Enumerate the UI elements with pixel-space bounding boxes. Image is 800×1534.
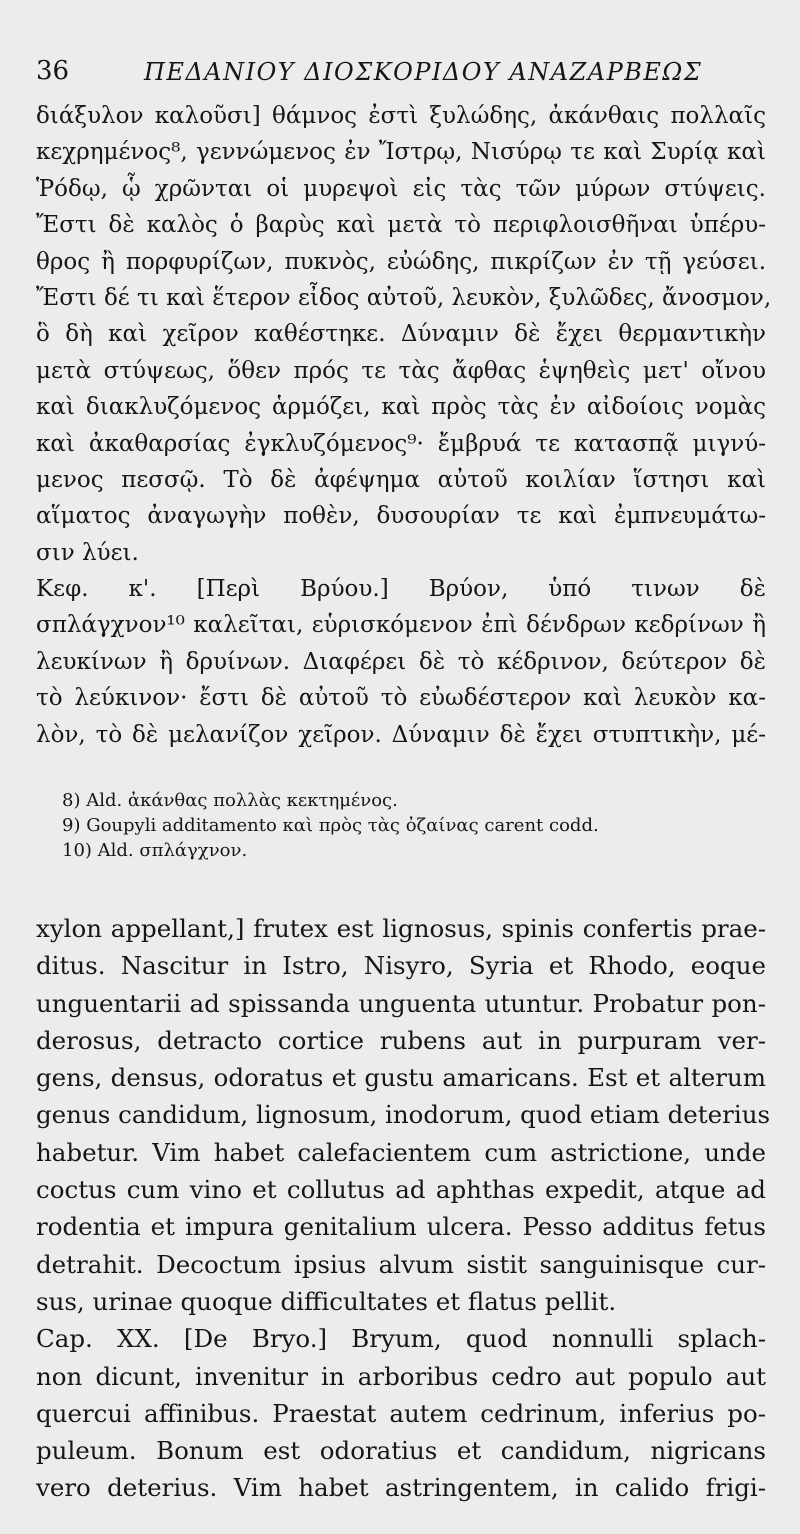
latin-line: derosus, detracto cortice rubens aut in purpuram ver- (36, 1025, 766, 1055)
latin-line: gens, densus, odoratus et gustu amaricans. Est et alterum (36, 1063, 766, 1093)
latin-line: non dicunt, invenitur in arboribus cedro aut populo aut (36, 1361, 766, 1391)
greek-line: αἵματος ἀναγωγὴν ποθὲν, δυσουρίαν τε καὶ ἐμπνευμάτω- (36, 503, 766, 530)
greek-line: Ῥόδῳ, ᾧ χρῶνται οἱ μυρεψοὶ εἰς τὰς τῶν μύρων στύψεις. (36, 175, 766, 202)
greek-line: μενος πεσσῷ. Τὸ δὲ ἀφέψημα αὐτοῦ κοιλίαν ἵστησι καὶ (36, 466, 766, 493)
footnote: 10) Ald. σπλάγχνον. (62, 840, 248, 861)
latin-text-block (36, 910, 771, 1507)
greek-line: μετὰ στύψεως, ὅθεν πρός τε τὰς ἄφθας ἑψηθεὶς μετ' οἴνου (36, 357, 766, 384)
greek-line: τὸ λεύκινον· ἔστι δὲ αὐτοῦ τὸ εὐωδέστερον καὶ λευκὸν κα- (36, 685, 766, 712)
greek-line: Ἔστι δὲ καλὸς ὁ βαρὺς καὶ μετὰ τὸ περιφλοισθῆναι ὑπέρυ- (36, 212, 766, 239)
greek-line: Ἔστι δέ τι καὶ ἕτερον εἶδος αὐτοῦ, λευκὸν, ξυλῶδες, ἄνοσμον, (36, 284, 772, 311)
greek-line: διάξυλον καλοῦσι] θάμνος ἐστὶ ξυλώδης, ἀκάνθαις πολλαῖς (36, 103, 766, 129)
page-header (36, 50, 760, 94)
greek-line: Κεφ. κ'. [Περὶ Βρύου.] Βρύον, ὑπό τινων δὲ (36, 576, 766, 603)
latin-line: puleum. Bonum est odoratius et candidum, nigricans (36, 1436, 766, 1466)
page-number: 36 (36, 56, 70, 86)
footnote: 9) Goupyli additamento καὶ πρὸς τὰς ὀζαίνας carent codd. (62, 815, 599, 836)
latin-line: quercui affinibus. Praestat autem cedrinum, inferius po- (36, 1398, 766, 1428)
running-head: ΠΕΔΑΝΙΟΥ ΔΙΟΣΚΟΡΙΔΟΥ ΑΝΑΖΑΡΒΕΩΣ (144, 58, 703, 86)
latin-line: detrahit. Decoctum ipsius alvum sistit sanguinisque cur- (36, 1249, 766, 1279)
greek-line: κεχρημένος⁸, γεννώμενος ἐν Ἴστρῳ, Νισύρῳ τε καὶ Συρίᾳ καὶ (36, 139, 766, 166)
greek-line: λευκίνων ἢ δρυίνων. Διαφέρει δὲ τὸ κέδρινον, δεύτερον δὲ (36, 648, 766, 675)
footnotes (62, 788, 762, 863)
greek-line: σπλάγχνον¹⁰ καλεῖται, εὑρισκόμενον ἐπὶ δένδρων κεδρίνων ἢ (36, 612, 766, 639)
latin-line: sus, urinae quoque difficultates et flatus pellit. (36, 1286, 617, 1316)
latin-line: Cap. XX. [De Bryo.] Bryum, quod nonnulli splach- (36, 1324, 766, 1354)
greek-line: καὶ ἀκαθαρσίας ἐγκλυζόμενος⁹· ἔμβρυά τε κατασπᾷ μιγνύ- (36, 430, 766, 457)
latin-line: ditus. Nascitur in Istro, Nisyro, Syria et Rhodo, eoque (36, 951, 766, 981)
greek-text-block (36, 98, 772, 753)
greek-line: καὶ διακλυζόμενος ἁρμόζει, καὶ πρὸς τὰς ἐν αἰδοίοις νομὰς (36, 394, 766, 421)
latin-line: unguentarii ad spissanda unguenta utuntur. Probatur pon- (36, 988, 766, 1018)
latin-line: vero deterius. Vim habet astringentem, in calido frigi- (36, 1473, 766, 1503)
greek-line: ὃ δὴ καὶ χεῖρον καθέστηκε. Δύναμιν δὲ ἔχει θερμαντικὴν (36, 321, 766, 348)
greek-line: σιν λύει. (36, 539, 139, 566)
greek-line: λὸν, τὸ δὲ μελανίζον χεῖρον. Δύναμιν δὲ ἔχει στυπτικὴν, μέ- (36, 721, 766, 748)
latin-line: genus candidum, lignosum, inodorum, quod etiam deterius (36, 1100, 771, 1130)
footnote: 8) Ald. ἀκάνθας πολλὰς κεκτημένος. (62, 790, 398, 811)
latin-line: rodentia et impura genitalium ulcera. Pesso additus fetus (36, 1212, 766, 1242)
latin-line: habetur. Vim habet calefacientem cum astrictione, unde (36, 1137, 766, 1167)
latin-line: xylon appellant,] frutex est lignosus, spinis confertis prae- (36, 914, 766, 943)
greek-line: θρος ἢ πορφυρίζων, πυκνὸς, εὐώδης, πικρίζων ἐν τῇ γεύσει. (36, 248, 766, 275)
latin-line: coctus cum vino et collutus ad aphthas expedit, atque ad (36, 1175, 766, 1205)
